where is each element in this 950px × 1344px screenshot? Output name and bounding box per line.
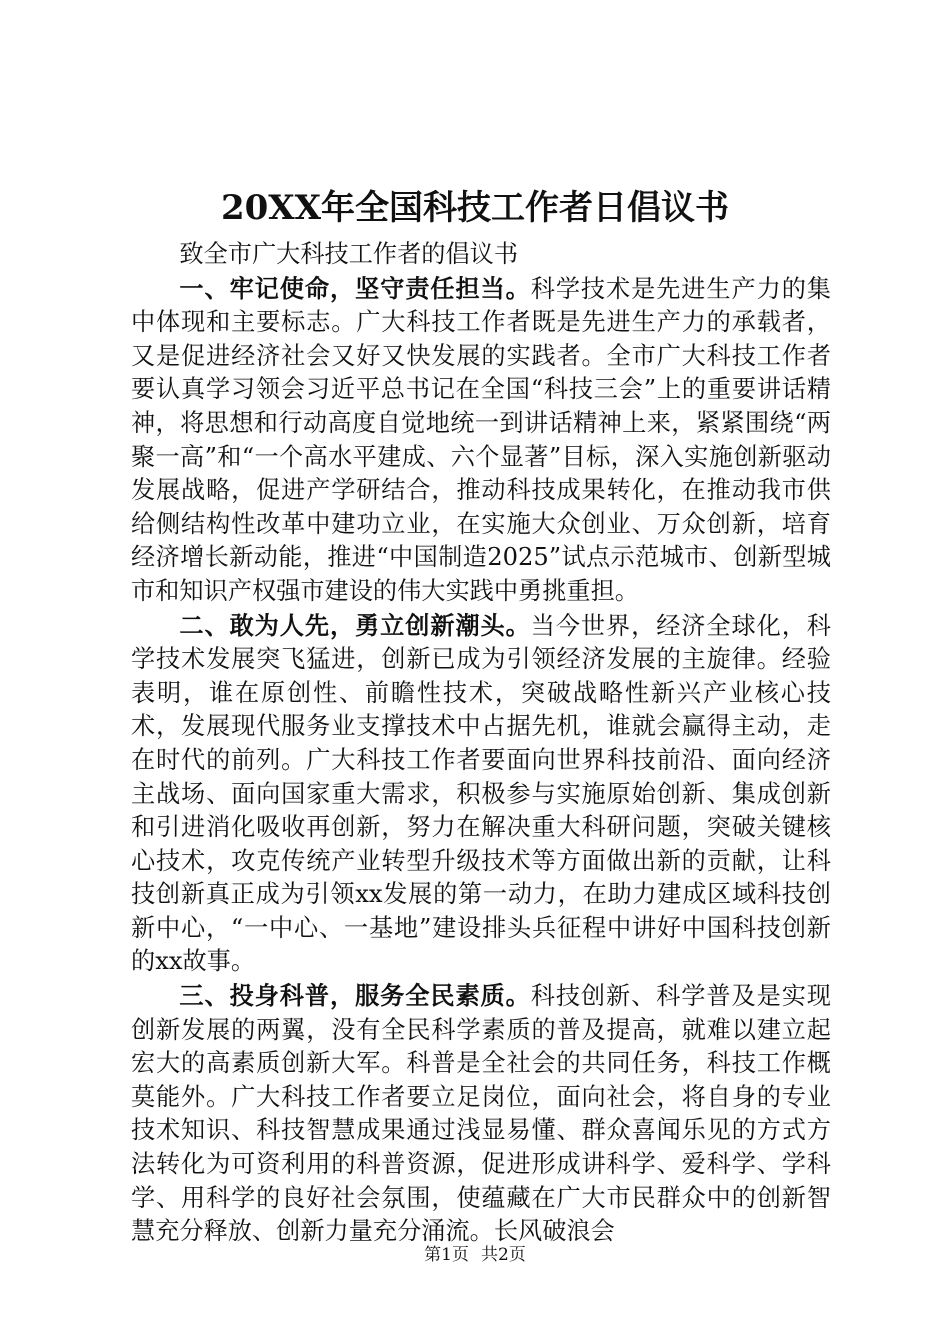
page-number-total: 共2页 [481,1245,526,1265]
salutation-paragraph: 致全市广大科技工作者的倡议书 [179,240,519,268]
page-number-current: 第1页 [424,1245,469,1265]
section-heading-2: 二、敢为人先，勇立创新潮头。 [179,610,531,640]
section-heading-1: 一、牢记使命，坚守责任担当。 [179,273,531,303]
section-paragraph-1 [131,272,831,609]
page-footer [0,1243,950,1267]
section-text-2: 当今世界，经济全球化，科学技术发展突飞猛进，创新已成为引领经济发展的主旋律。经验表明，谁在原创性、前瞻性技术，突破战略性新兴产业核心技术，发展现代服务业支撑技术中占据先机，谁就会赢得主动，走在时代的前列。广大科技工作者要面向世界科技前沿、面向经济主战场、面向国家重大需求，积极参与实施原始创新、集成创新和引进消化吸收再创新，努力在解决重大科研问题，突破关键核心技术，攻克传统产业转型升级技术等方面做出新的贡献，让科技创新真正成为引领xx发展的第一动力，在助力建成区域科技创新中心，“一中心、一基地”建设排头兵征程中讲好中国科技创新的xx故事。 [131,611,831,976]
document-title: 20XX年全国科技工作者日倡议书 [220,188,730,228]
section-text-3: 科技创新、科学普及是实现创新发展的两翼，没有全民科学素质的普及提高，就难以建立起宏大的高素质创新大军。科普是全社会的共同任务，科技工作概莫能外。广大科技工作者要立足岗位，面向社会，将自身的专业技术知识、科技智慧成果通过浅显易懂、群众喜闻乐见的方式方法转化为可资利用的科普资源，促进形成讲科学、爱科学、学科学、用科学的良好社会氛围，使蕴藏在广大市民群众中的创新智慧充分释放、创新力量充分涌流。长风破浪会 [131,982,831,1246]
section-text-1: 科学技术是先进生产力的集中体现和主要标志。广大科技工作者既是先进生产力的承载者，又是促进经济社会又好又快发展的实践者。全市广大科技工作者要认真学习领会习近平总书记在全国“科技三会”上的重要讲话精神，将思想和行动高度自觉地统一到讲话精神上来，紧紧围绕“两聚一高”和“一个高水平建成、六个显著”目标，深入实施创新驱动发展战略，促进产学研结合，推动科技成果转化，在推动我市供给侧结构性改革中建功立业，在实施大众创业、万众创新，培育经济增长新动能，推进“中国制造2025”试点示范城市、创新型城市和知识产权强市建设的伟大实践中勇挑重担。 [131,274,831,605]
section-heading-3: 三、投身科普，服务全民素质。 [179,981,531,1011]
section-paragraph-2 [131,609,831,980]
document-body [131,238,831,1249]
section-paragraph-3 [131,979,831,1249]
